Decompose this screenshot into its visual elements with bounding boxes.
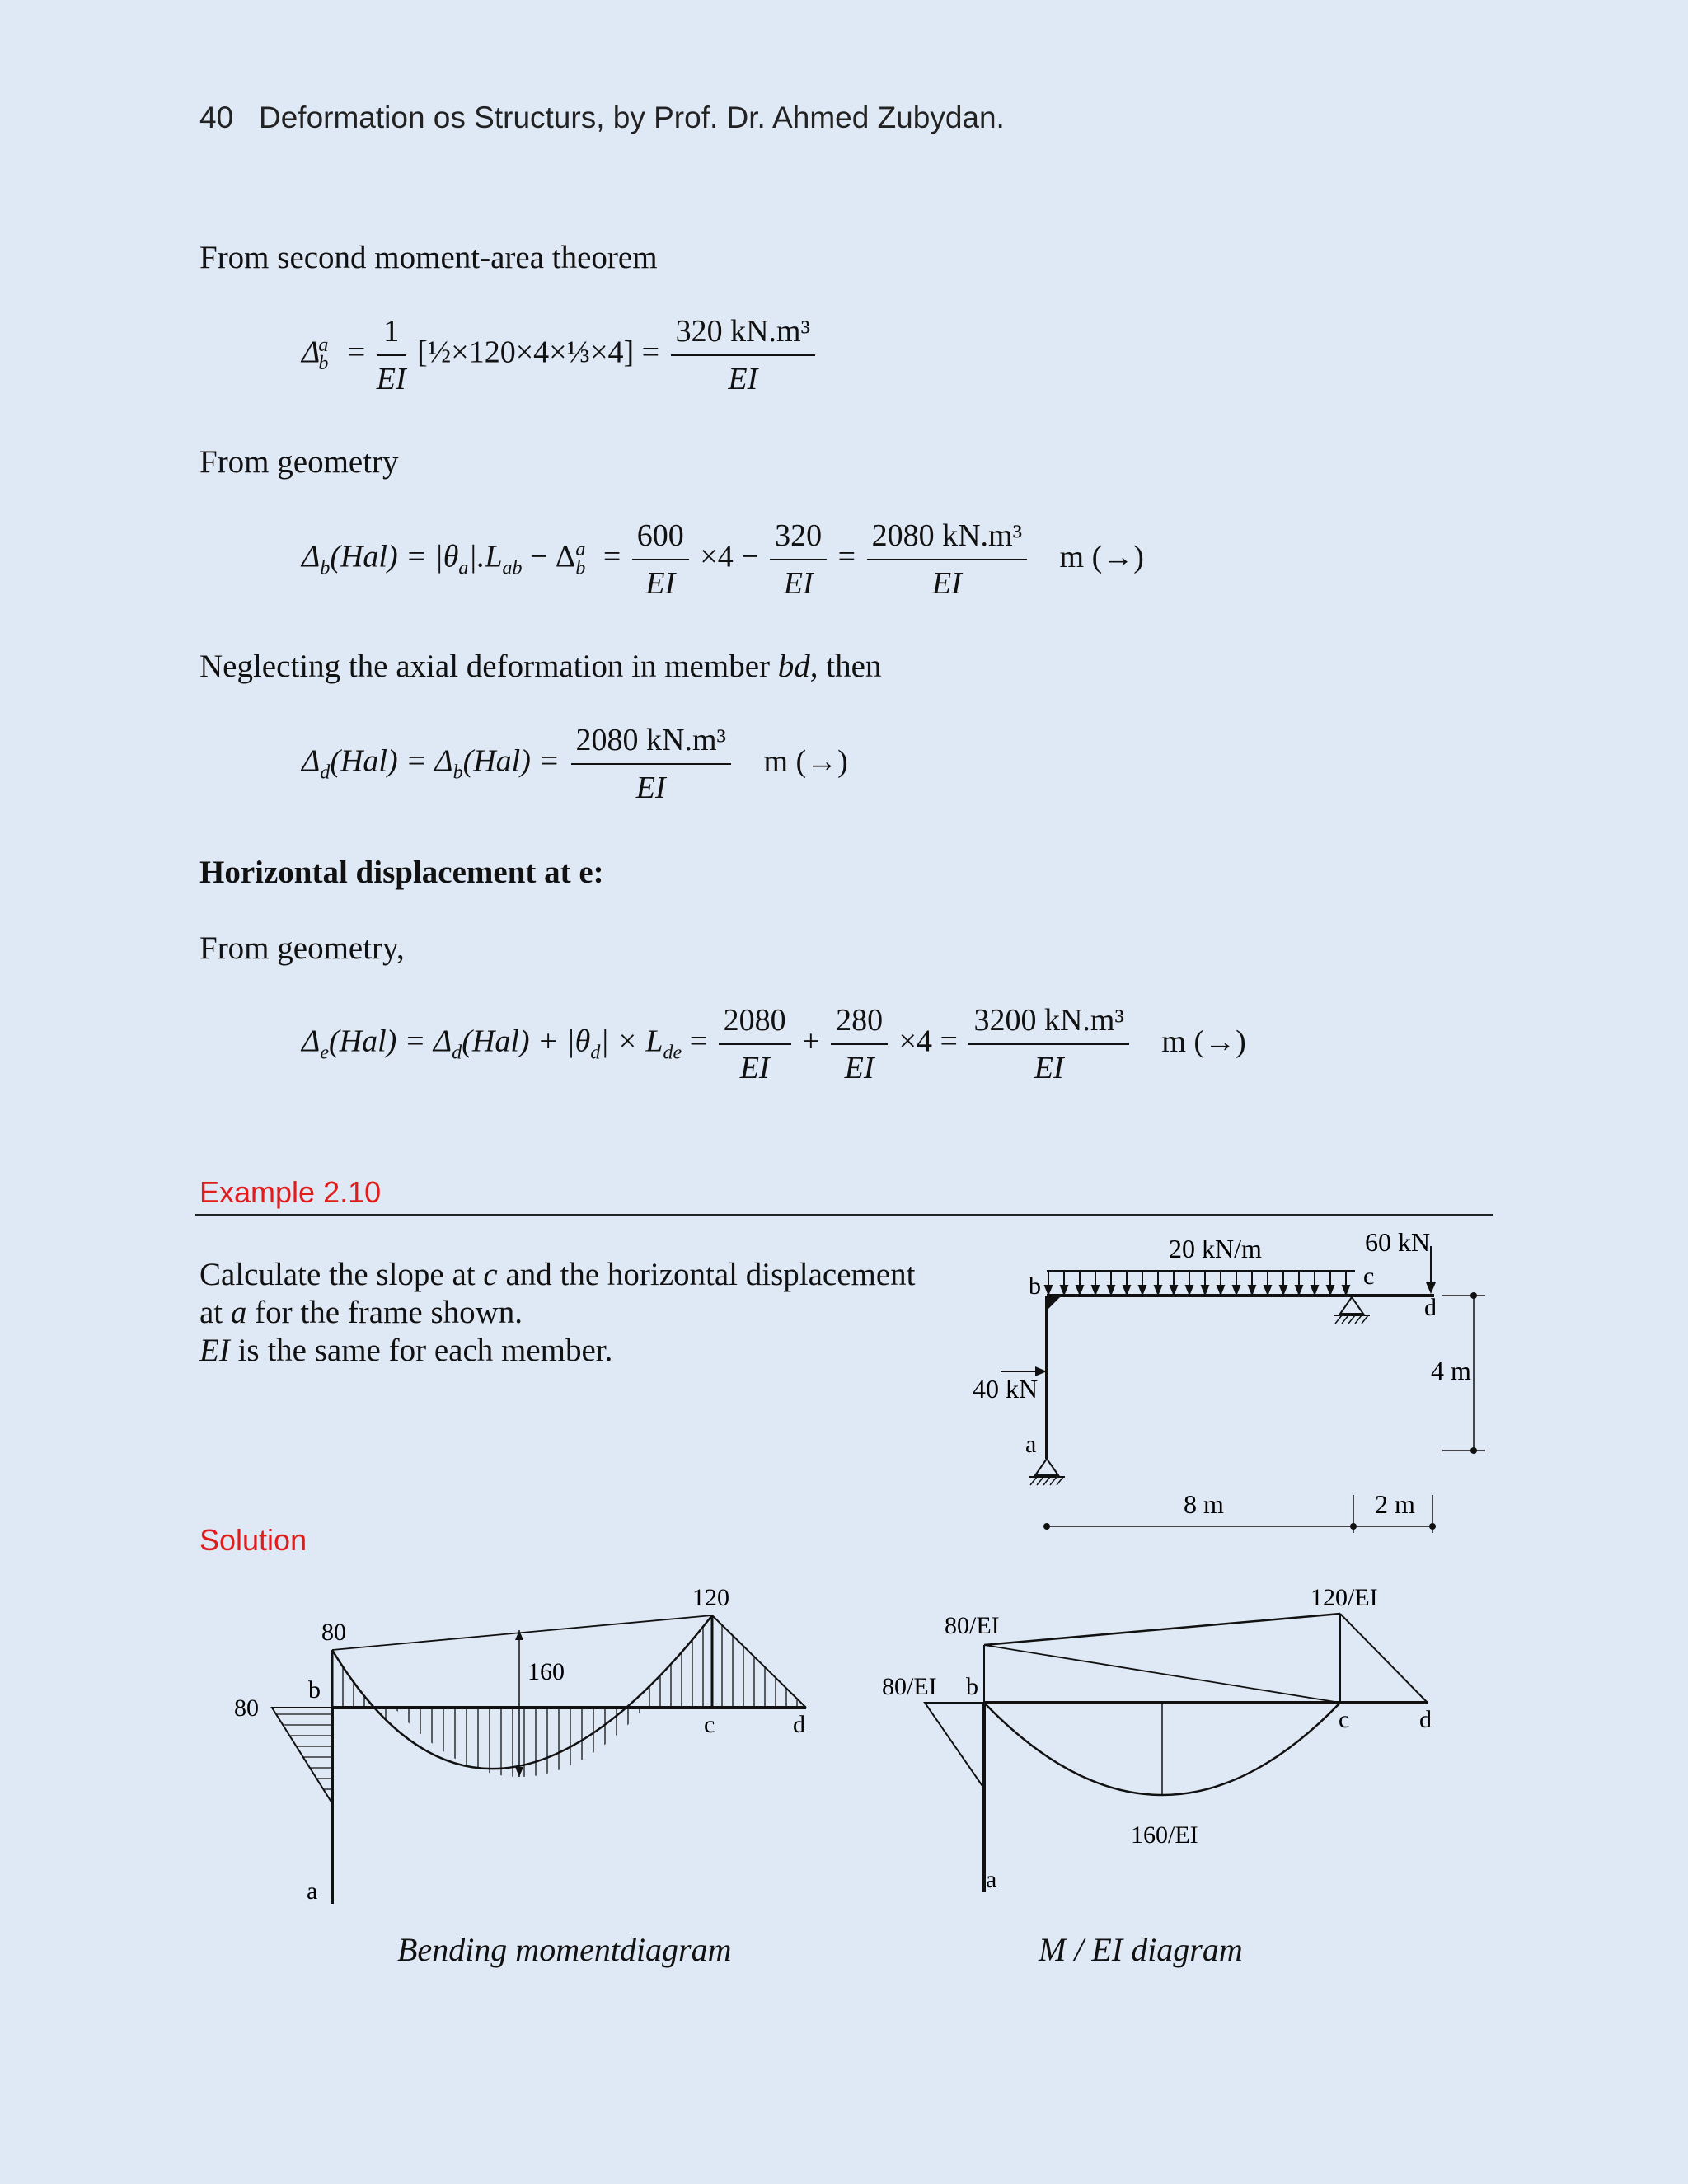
paragraph-neglecting: Neglecting the axial deformation in member bd, then [199,649,882,684]
example-title: Example 2.10 [199,1175,382,1209]
point-load-label: 60 kN [1365,1228,1431,1257]
eq4-frac3: $\frac{\text{3200 kN.m³}}{EI}$ [968,1002,1128,1086]
mei-node-b: b [966,1673,978,1700]
support-a [1035,1459,1058,1475]
bm-caption: Bending momentdiagram [397,1931,732,1968]
eq1-frac1: $\frac{1}{EI}$ [376,314,406,396]
page-number: 40 [199,101,234,134]
paragraph-geometry-2: From geometry, [199,930,405,966]
equation-delta-e-hal: $\Delta_e(Hal) = \Delta_d(Hal) + |\theta_d| \times L_{de}$ = $\frac{2080}{EI}$ + $\frac{280}{EI}$ ×4 = $\frac{\text{3200 kN.m³}}{EI}$ m (→) [302,1003,1246,1085]
equation-delta-b-a: $\Delta_b^a$ = $\frac{1}{EI}$ [½×120×4×⅓×4] = $\frac{\text{320 kN.m³}}{EI}$ [302,313,818,397]
frame-node-b: b [1029,1272,1041,1300]
rigid-joint [1047,1296,1062,1310]
mei-caption: M / EI diagram [1039,1931,1243,1968]
bm-label-120: 120 [692,1584,729,1611]
page-running-title: Deformation os Structurs, by Prof. Dr. Ahmed Zubydan. [259,101,1005,134]
eq1-frac2: $\frac{\text{320 kN.m³}}{EI}$ [671,313,815,397]
example-divider [195,1214,1493,1216]
mei-node-c: c [1339,1706,1350,1733]
problem-line-3: EI is the same for each member. [199,1333,613,1368]
eq3-unit: m (→) [763,743,848,779]
eq1-lhs-sub: b [318,353,329,375]
equation-delta-b-hal: $\Delta_b(Hal) = |\theta_a|.L_{ab} - \Delta_b^a$ = $\frac{600}{EI}$ ×4 − $\frac{320}{EI}$ = $\frac{\text{2080 kN.m³}}{EI}$ m (→) [302,518,1144,601]
bm-node-a: a [307,1877,318,1905]
bm-node-d: d [793,1711,805,1738]
eq2-frac1: $\frac{600}{EI}$ [632,518,689,602]
bm-node-c: c [704,1711,715,1738]
eq2-unit: m (→) [1059,539,1144,574]
frame-node-a: a [1025,1431,1037,1458]
problem-line-1: Calculate the slope at c and the horizontal displacement [199,1257,916,1292]
bending-moment-diagram [214,1566,841,1929]
span-bc-label: 8 m [1184,1489,1224,1519]
solution-heading: Solution [199,1523,307,1557]
eq2-frac2: $\frac{320}{EI}$ [770,518,827,602]
frame-node-d: d [1424,1294,1437,1321]
udl-label: 20 kN/m [1169,1234,1262,1263]
mei-node-d: d [1419,1706,1432,1733]
eq4-frac2: $\frac{280}{EI}$ [831,1002,888,1086]
mei-label-80-left: 80/EI [882,1673,937,1700]
equation-delta-d-hal: $\Delta_d(Hal) = \Delta_b(Hal)$ = $\frac{\text{2080 kN.m³}}{EI}$ m (→) [302,723,848,805]
frame-node-c: c [1363,1263,1375,1290]
eq3-frac: $\frac{\text{2080 kN.m³}}{EI}$ [571,722,731,806]
section-heading: Horizontal displacement at e: [199,855,604,890]
eq1-bracket: [½×120×4×⅓×4] [417,335,635,370]
eq1-lhs: Δ [302,335,321,370]
eq1-equals: = [347,335,366,370]
bm-label-80-top: 80 [321,1619,346,1646]
eq4-unit: m (→) [1161,1024,1246,1059]
problem-line-2: at a for the frame shown. [199,1295,523,1330]
horizontal-load-label: 40 kN [973,1374,1039,1404]
mei-label-120: 120/EI [1311,1584,1378,1611]
mei-label-160: 160/EI [1131,1821,1198,1849]
mei-node-a: a [986,1866,997,1893]
udl-arrows [1045,1271,1355,1294]
bm-label-80-left: 80 [234,1694,259,1722]
support-c [1340,1297,1363,1314]
height-label: 4 m [1431,1356,1471,1385]
eq4-frac1: $\frac{2080}{EI}$ [719,1002,791,1086]
bm-label-160: 160 [528,1658,565,1685]
eq1-lhs-sup: a [318,335,329,357]
frame-figure [956,1228,1500,1541]
m-ei-diagram [874,1566,1500,1929]
eq2-frac3: $\frac{\text{2080 kN.m³}}{EI}$ [867,518,1027,602]
paragraph-geometry: From geometry [199,444,399,480]
bm-node-b: b [308,1676,321,1704]
mei-label-80-top: 80/EI [945,1612,1000,1639]
paragraph-moment-area: From second moment-area theorem [199,240,658,275]
page-header [199,101,1005,135]
span-cd-label: 2 m [1375,1489,1415,1519]
